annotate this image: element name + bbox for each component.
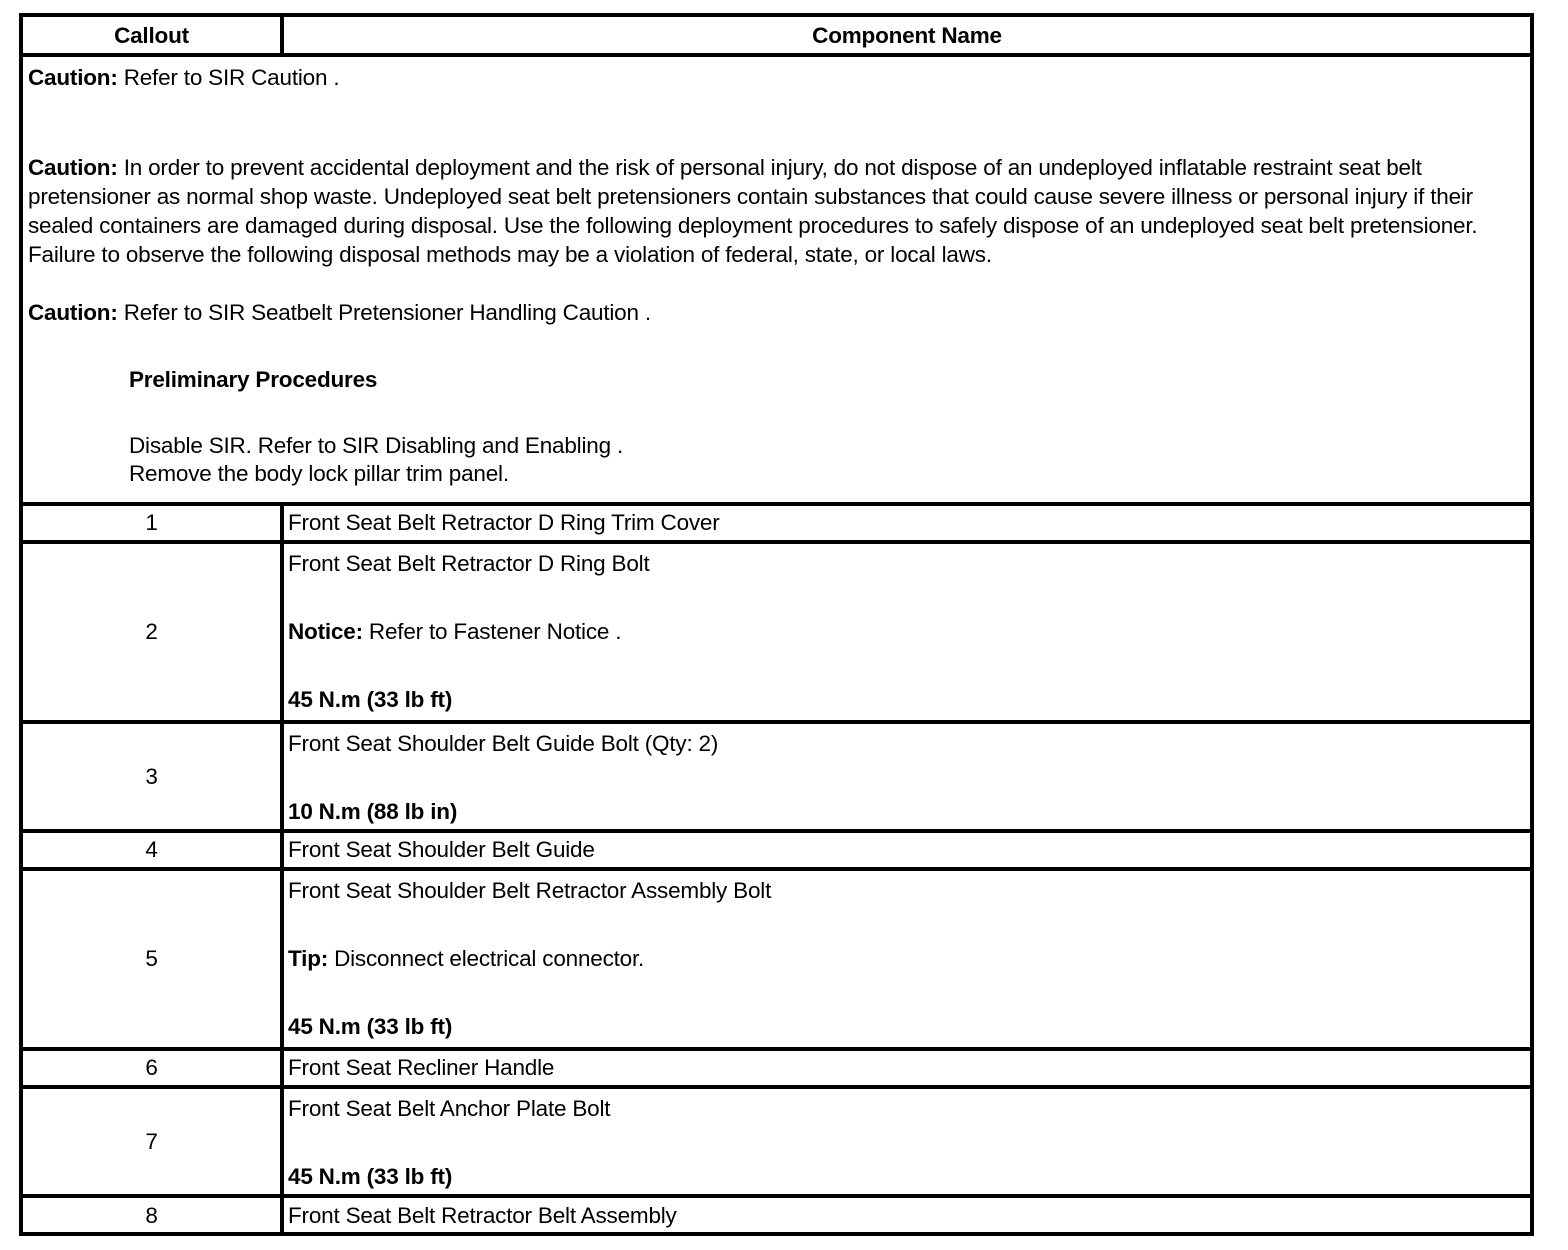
- callout-cell: 7: [21, 1087, 282, 1196]
- note-text: Refer to Fastener Notice .: [362, 618, 622, 644]
- note-label: Notice:: [288, 618, 363, 644]
- preliminary-step: Remove the body lock pillar trim panel.: [129, 461, 509, 486]
- note-text: Disconnect electrical connector.: [328, 945, 645, 971]
- component-note: [288, 944, 1530, 973]
- component-name-cell: [282, 542, 1532, 722]
- intro-cell: [21, 55, 1532, 504]
- spacer: [288, 646, 1530, 685]
- preliminary-procedures: [28, 365, 1526, 488]
- caution-label: Caution:: [28, 300, 118, 325]
- torque-spec: 45 N.m (33 lb ft): [288, 1163, 453, 1189]
- table-row: [21, 1196, 1532, 1234]
- component-name: Front Seat Shoulder Belt Retractor Assembly Bolt: [288, 877, 772, 903]
- intro-row: [21, 55, 1532, 504]
- caution-disposal: [28, 153, 1526, 269]
- preliminary-step: Disable SIR. Refer to SIR Disabling and Enabling .: [129, 433, 624, 458]
- callout-cell: 3: [21, 722, 282, 831]
- table-row: [21, 542, 1532, 722]
- callout-cell: 2: [21, 542, 282, 722]
- callout-cell: 5: [21, 869, 282, 1049]
- component-name-cell: [282, 1196, 1532, 1234]
- header-component-name: Component Name: [282, 15, 1532, 55]
- caution-text: Refer to SIR Caution .: [117, 65, 340, 90]
- header-callout: Callout: [21, 15, 282, 55]
- table-row: [21, 869, 1532, 1049]
- table-row: [21, 1049, 1532, 1087]
- component-note: [288, 617, 1530, 646]
- note-label: Tip:: [288, 945, 329, 971]
- torque-spec: 10 N.m (88 lb in): [288, 798, 458, 824]
- component-name-cell: [282, 722, 1532, 831]
- spacer: [288, 905, 1530, 944]
- component-name: Front Seat Belt Retractor Belt Assembly: [288, 1202, 677, 1228]
- component-name: Front Seat Recliner Handle: [288, 1055, 555, 1081]
- component-name-cell: [282, 831, 1532, 869]
- caution-text: In order to prevent accidental deployment and the risk of personal injury, do not dispose of an undeployed inflatable restraint seat belt pretensioner as normal shop waste. Undeployed seat belt pretensioners contain substances that could cause severe illness or personal injury if their sealed containers are damaged during disposal. Use the following deployment procedures to safely dispose of an undeployed seat belt pretensioner. Failure to observe the following disposal methods may be a violation of federal, state, or local laws.: [28, 155, 1478, 267]
- table-header-row: [21, 15, 1532, 55]
- caution-label: Caution:: [28, 65, 118, 90]
- component-name: Front Seat Belt Retractor D Ring Bolt: [288, 550, 650, 576]
- component-name-cell: [282, 1087, 1532, 1196]
- spacer: [288, 578, 1530, 617]
- caution-text: Refer to SIR Seatbelt Pretensioner Handling Caution .: [117, 300, 651, 325]
- callout-cell: 6: [21, 1049, 282, 1087]
- table-row: [21, 504, 1532, 542]
- torque-spec: 45 N.m (33 lb ft): [288, 1013, 453, 1039]
- caution-sir: [28, 63, 1526, 92]
- component-name-cell: [282, 1049, 1532, 1087]
- component-name: Front Seat Belt Retractor D Ring Trim Cover: [288, 510, 720, 536]
- callout-cell: 1: [21, 504, 282, 542]
- torque-spec: 45 N.m (33 lb ft): [288, 686, 453, 712]
- spacer: [288, 1123, 1530, 1162]
- callout-cell: 8: [21, 1196, 282, 1234]
- table-row: [21, 722, 1532, 831]
- component-name: Front Seat Shoulder Belt Guide Bolt (Qty: 2): [288, 730, 719, 756]
- caution-label: Caution:: [28, 155, 118, 180]
- component-name-cell: [282, 504, 1532, 542]
- table-row: [21, 831, 1532, 869]
- component-name: Front Seat Shoulder Belt Guide: [288, 837, 595, 863]
- preliminary-procedures-heading: Preliminary Procedures: [129, 367, 378, 392]
- spacer: [288, 973, 1530, 1012]
- callout-cell: 4: [21, 831, 282, 869]
- component-table: [19, 13, 1534, 1236]
- caution-pretensioner-handling: [28, 298, 1526, 327]
- table-row: [21, 1087, 1532, 1196]
- spacer: [288, 758, 1530, 797]
- component-name: Front Seat Belt Anchor Plate Bolt: [288, 1095, 611, 1121]
- component-name-cell: [282, 869, 1532, 1049]
